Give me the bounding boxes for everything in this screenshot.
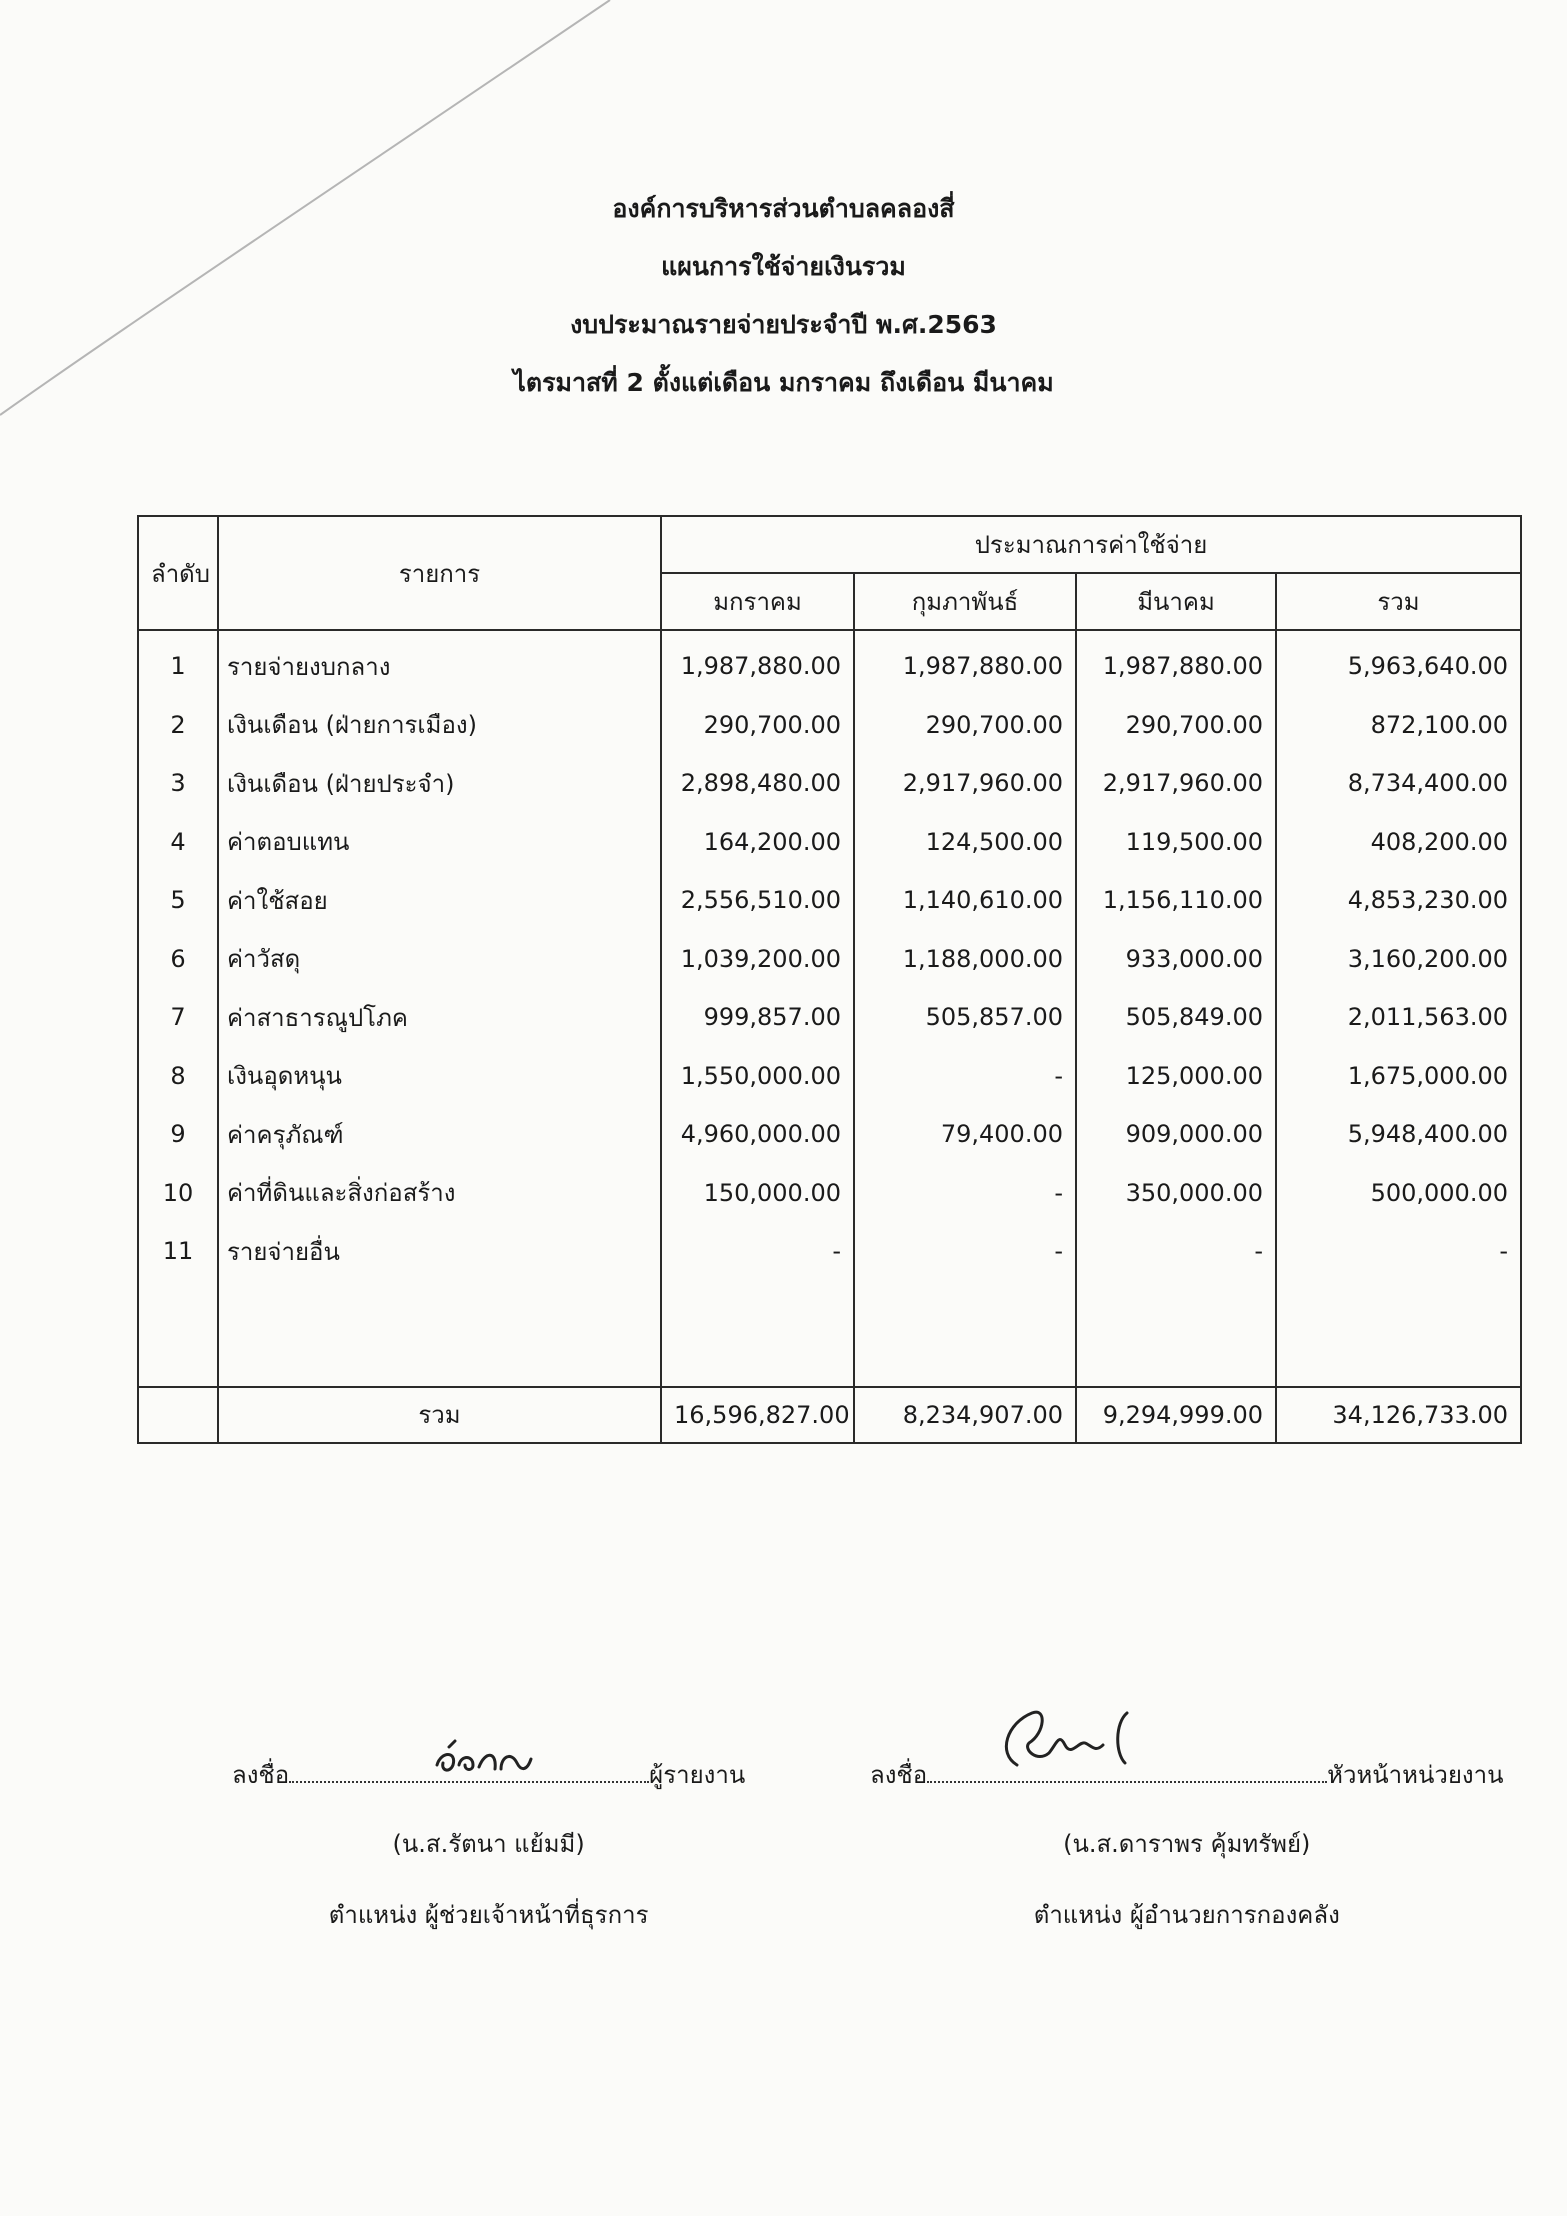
total-label: รวม (218, 1387, 661, 1443)
table-row (138, 871, 1521, 930)
row-mar: 119,500.00 (1076, 813, 1276, 872)
row-total: 4,853,230.00 (1276, 871, 1521, 930)
row-no: 10 (138, 1164, 218, 1223)
row-total: 872,100.00 (1276, 696, 1521, 755)
row-jan: 4,960,000.00 (661, 1105, 854, 1164)
sign-role: ผู้รายงาน (649, 1761, 746, 1789)
signature-line (289, 1757, 649, 1783)
row-jan: 290,700.00 (661, 696, 854, 755)
table-row (138, 988, 1521, 1047)
row-jan: 1,550,000.00 (661, 1047, 854, 1106)
row-mar: 2,917,960.00 (1076, 754, 1276, 813)
sign-prefix: ลงชื่อ (232, 1761, 290, 1789)
row-item: รายจ่ายอื่น (218, 1222, 661, 1281)
budget-table (137, 515, 1522, 1444)
table-row (138, 696, 1521, 755)
table-row (138, 813, 1521, 872)
row-jan: - (661, 1222, 854, 1281)
budget-title: งบประมาณรายจ่ายประจำปี พ.ศ.2563 (570, 310, 997, 339)
row-feb: - (854, 1222, 1076, 1281)
table-total-row (138, 1387, 1521, 1443)
row-total: 500,000.00 (1276, 1164, 1521, 1223)
reporter-name: (น.ส.รัตนา แย้มมี) (392, 1830, 585, 1858)
row-total: 3,160,200.00 (1276, 930, 1521, 989)
row-jan: 150,000.00 (661, 1164, 854, 1223)
col-header-no: ลำดับ (138, 516, 218, 630)
row-no: 1 (138, 630, 218, 696)
row-total: 5,948,400.00 (1276, 1105, 1521, 1164)
table-row (138, 754, 1521, 813)
row-feb: 1,140,610.00 (854, 871, 1076, 930)
row-jan: 164,200.00 (661, 813, 854, 872)
total-feb: 8,234,907.00 (854, 1387, 1076, 1443)
period-title: ไตรมาสที่ 2 ตั้งแต่เดือน มกราคม ถึงเดือน มีนาคม (513, 368, 1054, 397)
row-mar: 1,987,880.00 (1076, 630, 1276, 696)
row-no: 8 (138, 1047, 218, 1106)
sign-prefix: ลงชื่อ (870, 1761, 928, 1789)
row-no: 5 (138, 871, 218, 930)
row-jan: 999,857.00 (661, 988, 854, 1047)
reporter-position: ตำแหน่ง ผู้ช่วยเจ้าหน้าที่ธุรการ (328, 1901, 649, 1929)
row-total: 2,011,563.00 (1276, 988, 1521, 1047)
row-item: ค่าใช้สอย (218, 871, 661, 930)
row-item: เงินเดือน (ฝ่ายการเมือง) (218, 696, 661, 755)
table-row (138, 1105, 1521, 1164)
row-total: 8,734,400.00 (1276, 754, 1521, 813)
row-feb: 1,188,000.00 (854, 930, 1076, 989)
row-mar: 290,700.00 (1076, 696, 1276, 755)
table-spacer-row (138, 1281, 1521, 1387)
row-jan: 2,898,480.00 (661, 754, 854, 813)
row-feb: 290,700.00 (854, 696, 1076, 755)
row-feb: 124,500.00 (854, 813, 1076, 872)
col-header-mar: มีนาคม (1076, 573, 1276, 630)
row-total: 408,200.00 (1276, 813, 1521, 872)
table-header-row (138, 516, 1521, 573)
row-total: 1,675,000.00 (1276, 1047, 1521, 1106)
row-feb: 505,857.00 (854, 988, 1076, 1047)
signature-block-reporter (232, 1755, 745, 1934)
total-grand: 34,126,733.00 (1276, 1387, 1521, 1443)
table-row (138, 1164, 1521, 1223)
head-position: ตำแหน่ง ผู้อำนวยการกองคลัง (1033, 1901, 1340, 1929)
row-mar: 909,000.00 (1076, 1105, 1276, 1164)
col-header-group: ประมาณการค่าใช้จ่าย (661, 516, 1521, 573)
total-jan: 16,596,827.00 (661, 1387, 854, 1443)
row-no: 4 (138, 813, 218, 872)
row-mar: 933,000.00 (1076, 930, 1276, 989)
row-total: 5,963,640.00 (1276, 630, 1521, 696)
row-item: ค่าตอบแทน (218, 813, 661, 872)
row-mar: 350,000.00 (1076, 1164, 1276, 1223)
table-row (138, 1222, 1521, 1281)
table-row (138, 930, 1521, 989)
sign-role: หัวหน้าหน่วยงาน (1327, 1761, 1504, 1789)
row-feb: - (854, 1047, 1076, 1106)
row-jan: 1,987,880.00 (661, 630, 854, 696)
total-mar: 9,294,999.00 (1076, 1387, 1276, 1443)
row-item: ค่าสาธารณูปโภค (218, 988, 661, 1047)
row-jan: 2,556,510.00 (661, 871, 854, 930)
row-item: รายจ่ายงบกลาง (218, 630, 661, 696)
signature-handwritten-head (987, 1693, 1187, 1783)
row-item: ค่าวัสดุ (218, 930, 661, 989)
row-feb: - (854, 1164, 1076, 1223)
row-item: ค่าที่ดินและสิ่งก่อสร้าง (218, 1164, 661, 1223)
signature-line (927, 1757, 1327, 1783)
plan-title: แผนการใช้จ่ายเงินรวม (661, 252, 906, 281)
col-header-item: รายการ (218, 516, 661, 630)
col-header-feb: กุมภาพันธ์ (854, 573, 1076, 630)
row-mar: - (1076, 1222, 1276, 1281)
col-header-total: รวม (1276, 573, 1521, 630)
document-header (0, 180, 1567, 412)
row-jan: 1,039,200.00 (661, 930, 854, 989)
table-row (138, 1047, 1521, 1106)
row-no: 6 (138, 930, 218, 989)
table-row (138, 630, 1521, 696)
row-item: เงินเดือน (ฝ่ายประจำ) (218, 754, 661, 813)
row-feb: 1,987,880.00 (854, 630, 1076, 696)
row-item: ค่าครุภัณฑ์ (218, 1105, 661, 1164)
head-name: (น.ส.ดาราพร คุ้มทรัพย์) (1063, 1830, 1311, 1858)
row-item: เงินอุดหนุน (218, 1047, 661, 1106)
row-no: 9 (138, 1105, 218, 1164)
row-feb: 79,400.00 (854, 1105, 1076, 1164)
row-no: 7 (138, 988, 218, 1047)
signature-block-head (870, 1755, 1504, 1934)
row-no: 2 (138, 696, 218, 755)
signature-handwritten-ratana (429, 1735, 559, 1777)
row-mar: 505,849.00 (1076, 988, 1276, 1047)
row-mar: 1,156,110.00 (1076, 871, 1276, 930)
row-mar: 125,000.00 (1076, 1047, 1276, 1106)
row-no: 11 (138, 1222, 218, 1281)
row-no: 3 (138, 754, 218, 813)
col-header-jan: มกราคม (661, 573, 854, 630)
org-name: องค์การบริหารส่วนตำบลคลองสี่ (612, 194, 955, 223)
row-feb: 2,917,960.00 (854, 754, 1076, 813)
row-total: - (1276, 1222, 1521, 1281)
